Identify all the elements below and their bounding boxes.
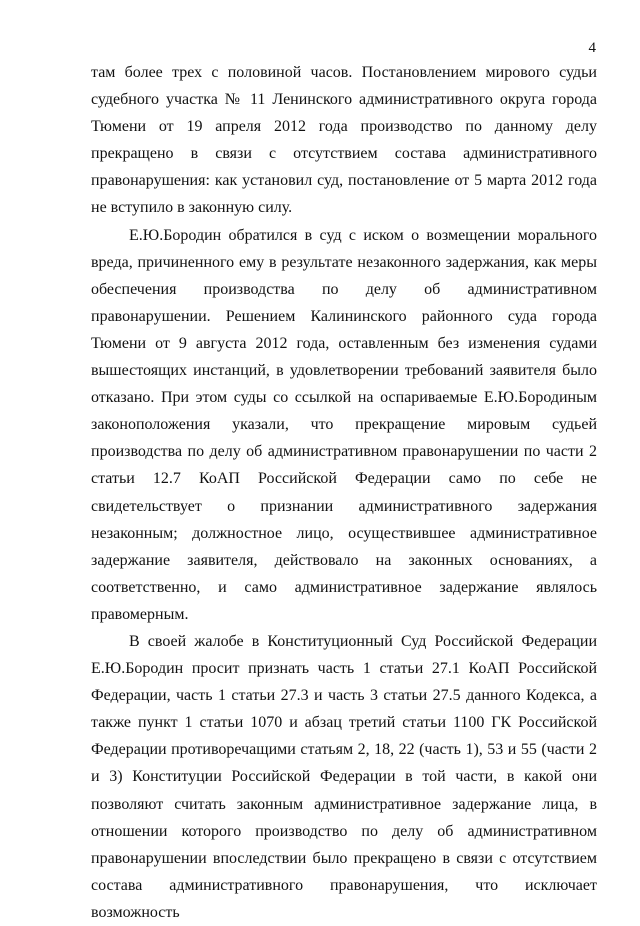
document-body bbox=[91, 59, 597, 926]
page-number: 4 bbox=[588, 40, 596, 56]
paragraph-2: Е.Ю.Бородин обратился в суд с иском о возмещении морального вреда, причиненного ему в результате незаконного задержания, как меры обеспечения производства по делу об административном правонарушении. Решением Калининского районного суда города Тюмени от 9 августа 2012 года, оставленным без изменения судами вышестоящих инстанций, в удовлетворении требований заявителя было отказано. При этом суды со ссылкой на оспариваемые Е.Ю.Бородиным законоположения указали, что прекращение мировым судьей производства по делу об административном правонарушении по части 2 статьи 12.7 КоАП Российской Федерации само по себе не свидетельствует о признании административного задержания незаконным; должностное лицо, осуществившее административное задержание заявителя, действовало на законных основаниях, а соответственно, и само административное задержание являлось правомерным. bbox=[91, 226, 597, 623]
paragraph-1: там более трех с половиной часов. Постановлением мирового судьи судебного участка № 11 Ленинского административного округа города Тюмени от 19 апреля 2012 года производство по данному делу прекращено в связи с отсутствием состава административного правонарушения: как установил суд, постановление от 5 марта 2012 года не вступило в законную силу. bbox=[91, 64, 597, 217]
paragraph-3: В своей жалобе в Конституционный Суд Российской Федерации Е.Ю.Бородин просит признать часть 1 статьи 27.1 КоАП Российской Федерации, часть 1 статьи 27.3 и часть 3 статьи 27.5 данного Кодекса, а также пункт 1 статьи 1070 и абзац третий статьи 1100 ГК Российской Федерации противоречащими статьям 2, 18, 22 (часть 1), 53 и 55 (части 2 и 3) Конституции Российской Федерации в той части, в какой они позволяют считать законным административное задержание лица, в отношении которого производство по делу об административном правонарушении впоследствии было прекращено в связи с отсутствием состава административного правонарушения, что исключает возможность bbox=[91, 632, 597, 921]
